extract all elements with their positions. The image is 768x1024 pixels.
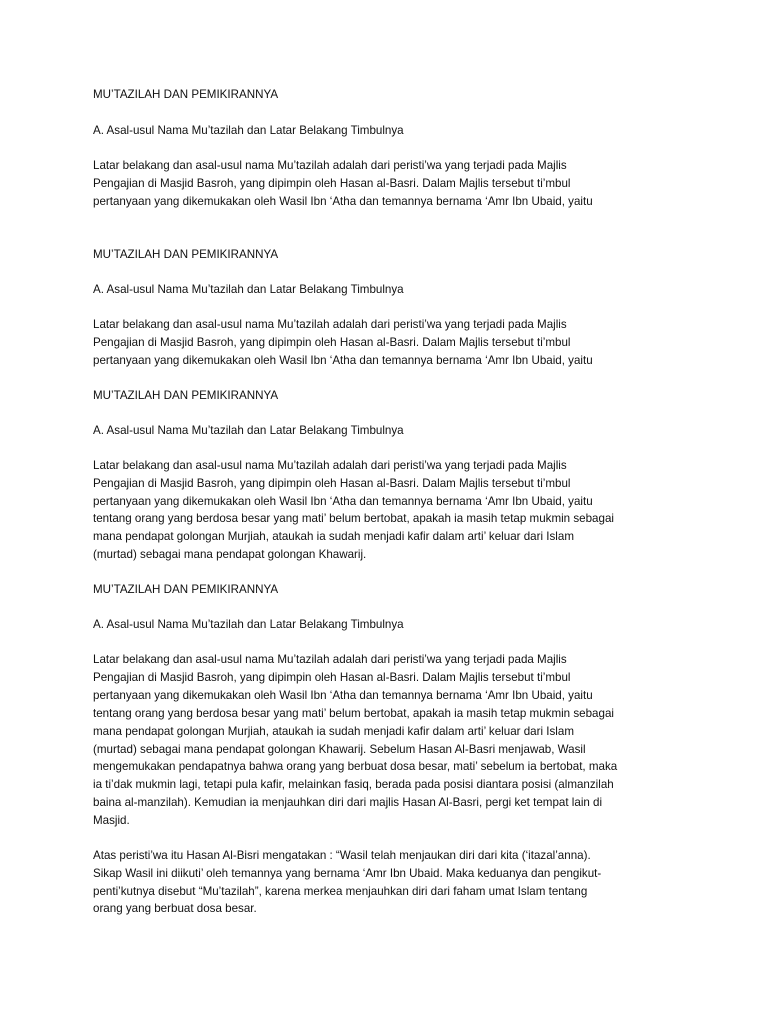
section-3-para-1-line-4: tentang orang yang berdosa besar yang mati’ belum bertobat, apakah ia masih tetap mukmin sebagai — [93, 512, 614, 525]
section-3-para-1-line-3: pertanyaan yang dikemukakan oleh Wasil Ibn ‘Atha dan temannya bernama ‘Amr Ibn Ubaid, yaitu — [93, 495, 593, 508]
section-2-subtitle: A. Asal-usul Nama Mu’tazilah dan Latar Belakang Timbulnya — [93, 283, 404, 296]
section-4-para-1-line-4: tentang orang yang berdosa besar yang mati’ belum bertobat, apakah ia masih tetap mukmin sebagai — [93, 707, 614, 720]
section-4-para-1-line-7: mengemukakan pendapatnya bahwa orang yang berbuat dosa besar, mati’ sebelum ia bertobat, maka — [93, 760, 618, 773]
section-4-para-1-line-3: pertanyaan yang dikemukakan oleh Wasil Ibn ‘Atha dan temannya bernama ‘Amr Ibn Ubaid, yaitu — [93, 689, 593, 702]
section-1-para-1-line-1: Latar belakang dan asal-usul nama Mu’tazilah adalah dari peristi’wa yang terjadi pada Majlis — [93, 159, 567, 172]
section-4-para-2-line-3: penti’kutnya disebut “Mu’tazilah”, karena merkea menjauhkan diri dari faham umat Islam tentang — [93, 885, 588, 898]
section-4-para-1-line-5: mana pendapat golongan Murjiah, ataukah ia sudah menjadi kafir dalam arti’ keluar dari Islam — [93, 725, 574, 738]
section-4-para-1-line-6: (murtad) sebagai mana pendapat golongan Khawarij. Sebelum Hasan Al-Basri menjawab, Wasil — [93, 743, 586, 756]
section-2-title: MU’TAZILAH DAN PEMIKIRANNYA — [93, 248, 279, 261]
section-4-para-1-line-9: baina al-manzilah). Kemudian ia menjauhkan diri dari majlis Hasan Al-Basri, pergi ket tempat lain di — [93, 796, 603, 809]
section-3-title: MU’TAZILAH DAN PEMIKIRANNYA — [93, 389, 279, 402]
section-1-subtitle: A. Asal-usul Nama Mu’tazilah dan Latar Belakang Timbulnya — [93, 124, 404, 137]
section-4-para-2-line-4: orang yang berbuat dosa besar. — [93, 902, 257, 915]
section-4-title: MU’TAZILAH DAN PEMIKIRANNYA — [93, 583, 279, 596]
section-3-subtitle: A. Asal-usul Nama Mu’tazilah dan Latar Belakang Timbulnya — [93, 424, 404, 437]
section-3-para-1-line-1: Latar belakang dan asal-usul nama Mu’tazilah adalah dari peristi’wa yang terjadi pada Majlis — [93, 459, 567, 472]
section-4-subtitle: A. Asal-usul Nama Mu’tazilah dan Latar Belakang Timbulnya — [93, 618, 404, 631]
section-3-para-1-line-5: mana pendapat golongan Murjiah, ataukah ia sudah menjadi kafir dalam arti’ keluar dari Islam — [93, 530, 574, 543]
section-4-para-2-line-1: Atas peristi’wa itu Hasan Al-Bisri mengatakan : “Wasil telah menjaukan diri dari kita (‘itazal’anna). — [93, 849, 591, 862]
section-2-para-1-line-2: Pengajian di Masjid Basroh, yang dipimpin oleh Hasan al-Basri. Dalam Majlis tersebut ti’mbul — [93, 336, 571, 349]
section-2-para-1-line-3: pertanyaan yang dikemukakan oleh Wasil Ibn ‘Atha dan temannya bernama ‘Amr Ibn Ubaid, yaitu — [93, 354, 593, 367]
section-1-title: MU’TAZILAH DAN PEMIKIRANNYA — [93, 88, 279, 101]
section-4-para-1-line-10: Masjid. — [93, 814, 130, 827]
section-1-para-1-line-3: pertanyaan yang dikemukakan oleh Wasil Ibn ‘Atha dan temannya bernama ‘Amr Ibn Ubaid, yaitu — [93, 195, 593, 208]
section-1-para-1-line-2: Pengajian di Masjid Basroh, yang dipimpin oleh Hasan al-Basri. Dalam Majlis tersebut ti’mbul — [93, 177, 571, 190]
section-4-para-1-line-8: ia ti’dak mukmin lagi, tetapi pula kafir, melainkan fasiq, berada pada posisi diantara posisi (almanzilah — [93, 778, 614, 791]
section-3-para-1-line-6: (murtad) sebagai mana pendapat golongan Khawarij. — [93, 548, 367, 561]
section-4-para-1-line-1: Latar belakang dan asal-usul nama Mu’tazilah adalah dari peristi’wa yang terjadi pada Majlis — [93, 653, 567, 666]
section-3-para-1-line-2: Pengajian di Masjid Basroh, yang dipimpin oleh Hasan al-Basri. Dalam Majlis tersebut ti’mbul — [93, 477, 571, 490]
section-4-para-1-line-2: Pengajian di Masjid Basroh, yang dipimpin oleh Hasan al-Basri. Dalam Majlis tersebut ti’mbul — [93, 671, 571, 684]
section-4-para-2-line-2: Sikap Wasil ini diikuti’ oleh temannya yang bernama ‘Amr Ibn Ubaid. Maka keduanya dan pengikut- — [93, 867, 602, 880]
section-2-para-1-line-1: Latar belakang dan asal-usul nama Mu’tazilah adalah dari peristi’wa yang terjadi pada Majlis — [93, 318, 567, 331]
